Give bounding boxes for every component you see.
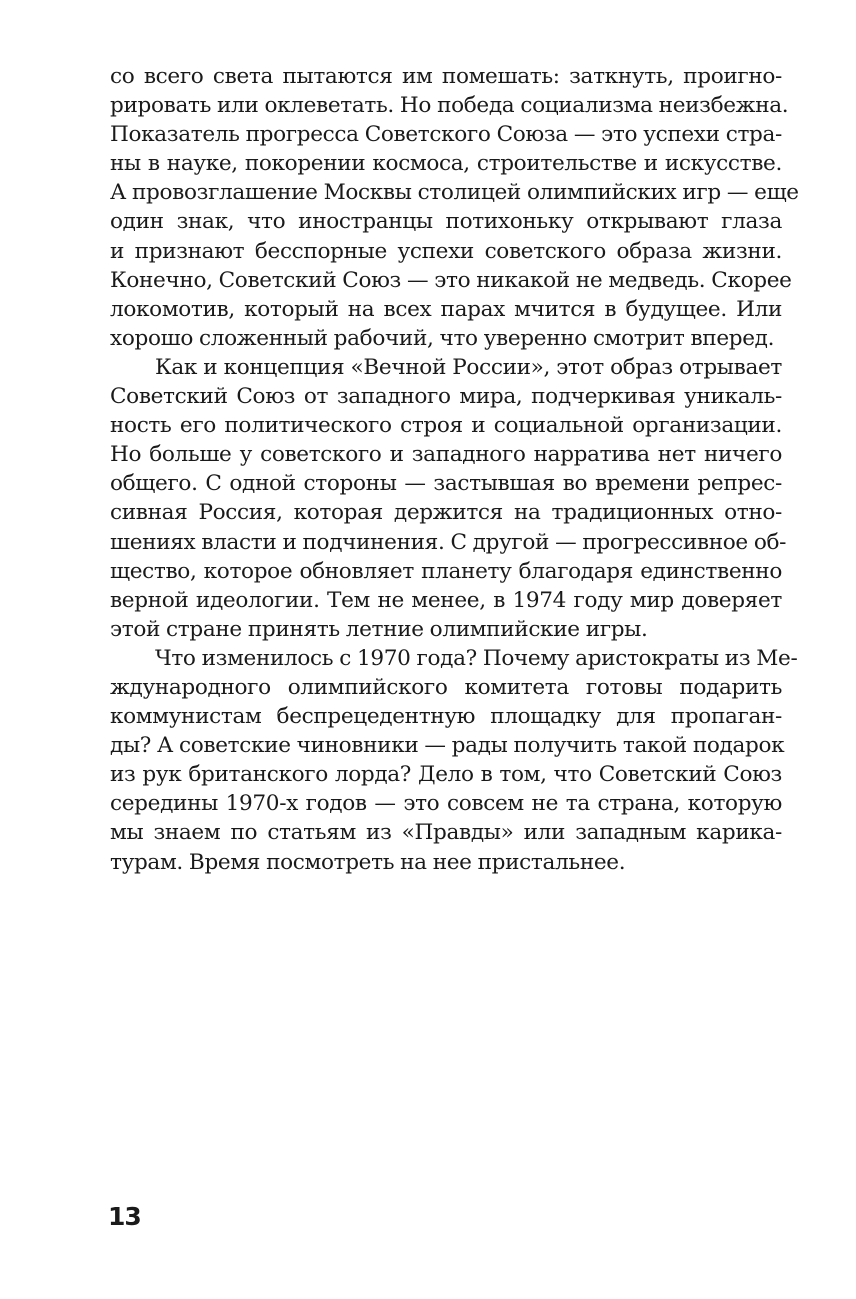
- text-line: локомотив, который на всех парах мчится в будущее. Или: [110, 296, 782, 322]
- text-line: ждународного олимпийского комитета готовы подарить: [110, 674, 782, 700]
- text-line: Показатель прогресса Советского Союза — это успехи стра-: [110, 122, 782, 148]
- text-line: общего. С одной стороны — застывшая во времени репрес-: [110, 471, 782, 497]
- text-line: Конечно, Советский Союз — это никакой не медведь. Скорее: [110, 267, 792, 293]
- text-line: мы знаем по статьям из «Правды» или западным карика-: [110, 820, 782, 846]
- text-line: Советский Союз от западного мира, подчеркивая уникаль-: [110, 384, 782, 410]
- text-line: ность его политического строя и социальной организации.: [110, 413, 782, 439]
- text-line: один знак, что иностранцы потихоньку открывают глаза: [110, 209, 782, 235]
- text-line: А провозглашение Москвы столицей олимпийских игр — еще: [110, 180, 799, 206]
- paragraph: [110, 62, 799, 353]
- text-line: сивная Россия, которая держится на традиционных отно-: [110, 500, 782, 526]
- text-line: шениях власти и подчинения. С другой — прогрессивное об-: [110, 529, 787, 555]
- body-text: [110, 62, 799, 877]
- text-line: ды? А советские чиновники — рады получить такой подарок: [110, 733, 785, 759]
- text-line: рировать или оклеветать. Но победа социализма неизбежна.: [110, 93, 789, 119]
- text-line: из рук британского лорда? Дело в том, что Советский Союз: [110, 762, 782, 788]
- paragraph: [110, 644, 798, 877]
- text-line: Как и концепция «Вечной России», этот образ отрывает: [155, 354, 782, 380]
- text-line: и признают бесспорные успехи советского образа жизни.: [110, 238, 782, 264]
- text-line: Но больше у советского и западного нарратива нет ничего: [110, 442, 782, 468]
- text-line: верной идеологии. Тем не менее, в 1974 году мир доверяет: [110, 587, 782, 613]
- text-line: турам. Время посмотреть на нее пристальнее.: [110, 849, 626, 875]
- text-line: этой стране принять летние олимпийские игры.: [110, 616, 648, 642]
- page-number: 13: [108, 1202, 141, 1231]
- text-line: хорошо сложенный рабочий, что уверенно смотрит вперед.: [110, 325, 775, 351]
- text-line: Что изменилось с 1970 года? Почему аристократы из Ме-: [155, 645, 798, 671]
- text-line: со всего света пытаются им помешать: заткнуть, проигно-: [110, 64, 782, 89]
- text-line: щество, которое обновляет планету благодаря единственно: [110, 558, 782, 584]
- text-line: середины 1970-х годов — это совсем не та страна, которую: [110, 791, 782, 817]
- text-line: ны в науке, покорении космоса, строительстве и искусстве.: [110, 151, 782, 177]
- text-line: коммунистам беспрецедентную площадку для пропаган-: [110, 704, 782, 730]
- paragraph: [110, 353, 787, 644]
